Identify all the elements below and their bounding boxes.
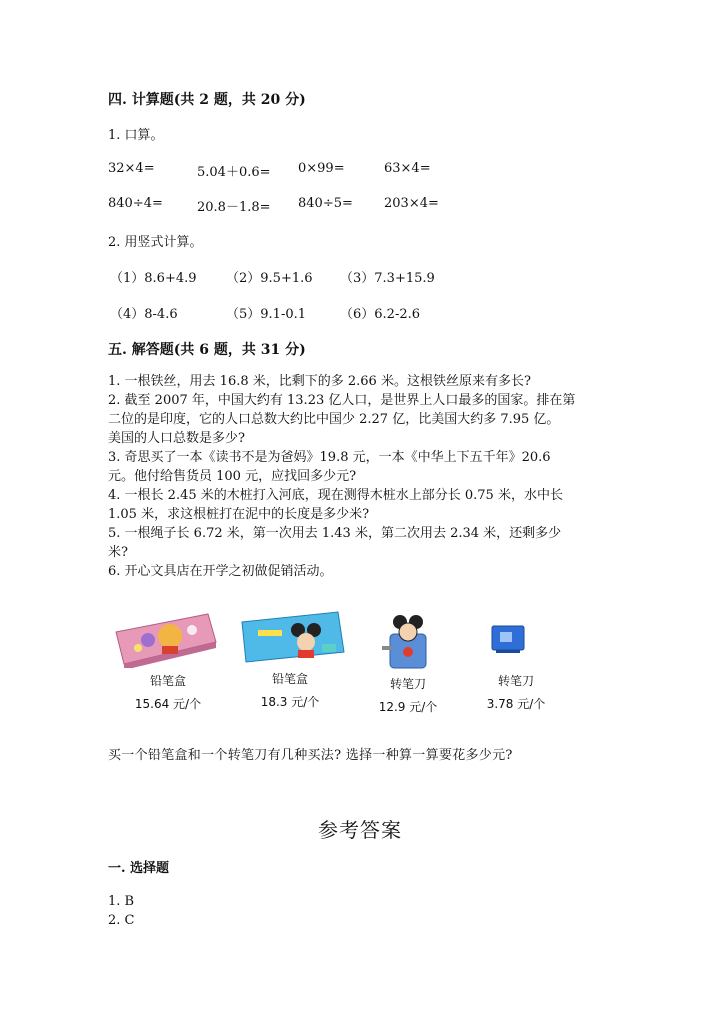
problem-line: 2. 截至 2007 年，中国大约有 13.23 亿人口，是世界上人口最多的国家。排在第 [108, 393, 576, 408]
section4-title: 四. 计算题(共 2 题，共 20 分) [108, 92, 306, 108]
oral-item: 63×4= [384, 161, 431, 176]
oral-item: 203×4= [384, 196, 439, 211]
product-pencil-case-2 [238, 670, 342, 710]
vertical-item: （2）9.5+1.6 [226, 271, 313, 286]
sharpener-mickey-image [378, 612, 438, 672]
oral-item: 32×4= [108, 161, 155, 176]
problem-line: 米? [108, 545, 128, 560]
answers-title: 参考答案 [318, 818, 402, 842]
answer-item: 1. B [108, 894, 135, 909]
product-price: 12.9 元/个 [378, 700, 438, 714]
vertical-item: （6）6.2-2.6 [340, 307, 421, 322]
product-sharpener-1 [362, 675, 454, 715]
product-price: 15.64 元/个 [134, 697, 202, 711]
answers-section1-title: 一. 选择题 [108, 861, 170, 876]
product-name: 铅笔盒 [149, 674, 186, 688]
problem-line: 4. 一根长 2.45 米的木桩打入河底，现在测得木桩水上部分长 0.75 米，水中长 [108, 488, 563, 503]
problem-line: 元。他付给售货员 100 元，应找回多少元? [108, 469, 357, 484]
oral-item: 840÷4= [108, 196, 163, 211]
oral-item: 20.8－1.8= [197, 200, 271, 215]
pencil-case-pooh-image [112, 608, 220, 668]
product-sharpener-2 [470, 672, 562, 712]
answer-item: 2. C [108, 913, 135, 928]
sharpener-blue-image [486, 618, 532, 658]
problem-line: 1. 一根铁丝，用去 16.8 米，比剩下的多 2.66 米。这根铁丝原来有多长? [108, 374, 531, 389]
problem-line: 1.05 米，求这根桩打在泥中的长度是多少米? [108, 507, 370, 522]
product-price: 3.78 元/个 [486, 697, 546, 711]
vertical-item: （5）9.1-0.1 [226, 307, 307, 322]
pencil-case-mickey-image [238, 608, 348, 664]
product-name: 铅笔盒 [271, 672, 308, 686]
vertical-item: （1）8.6+4.9 [110, 271, 197, 286]
problem-line: 3. 奇思买了一本《读书不是为爸妈》19.8 元，一本《中华上下五千年》20.6 [108, 450, 551, 465]
oral-item: 840÷5= [298, 196, 353, 211]
oral-item: 0×99= [298, 161, 345, 176]
section5-title: 五. 解答题(共 6 题，共 31 分) [108, 342, 306, 358]
vertical-item: （3）7.3+15.9 [340, 271, 435, 286]
problem-line: 二位的是印度，它的人口总数大约比中国少 2.27 亿，比美国大约多 7.95 亿。 [108, 412, 560, 427]
question-6-text: 买一个铅笔盒和一个转笔刀有几种买法? 选择一种算一算要花多少元? [108, 748, 513, 763]
product-name: 转笔刀 [497, 674, 534, 688]
problem-line: 美国的人口总数是多少? [108, 431, 245, 446]
product-price: 18.3 元/个 [260, 695, 320, 709]
problem-line: 5. 一根绳子长 6.72 米，第一次用去 1.43 米，第二次用去 2.34 米，还剩多少 [108, 526, 562, 541]
product-name: 转笔刀 [389, 677, 426, 691]
oral-item: 5.04＋0.6= [197, 165, 271, 180]
product-pencil-case-1 [116, 672, 220, 712]
question-1-label: 1. 口算。 [108, 128, 164, 143]
vertical-item: （4）8-4.6 [110, 307, 178, 322]
question-2-label: 2. 用竖式计算。 [108, 235, 203, 250]
problem-line: 6. 开心文具店在开学之初做促销活动。 [108, 564, 333, 579]
